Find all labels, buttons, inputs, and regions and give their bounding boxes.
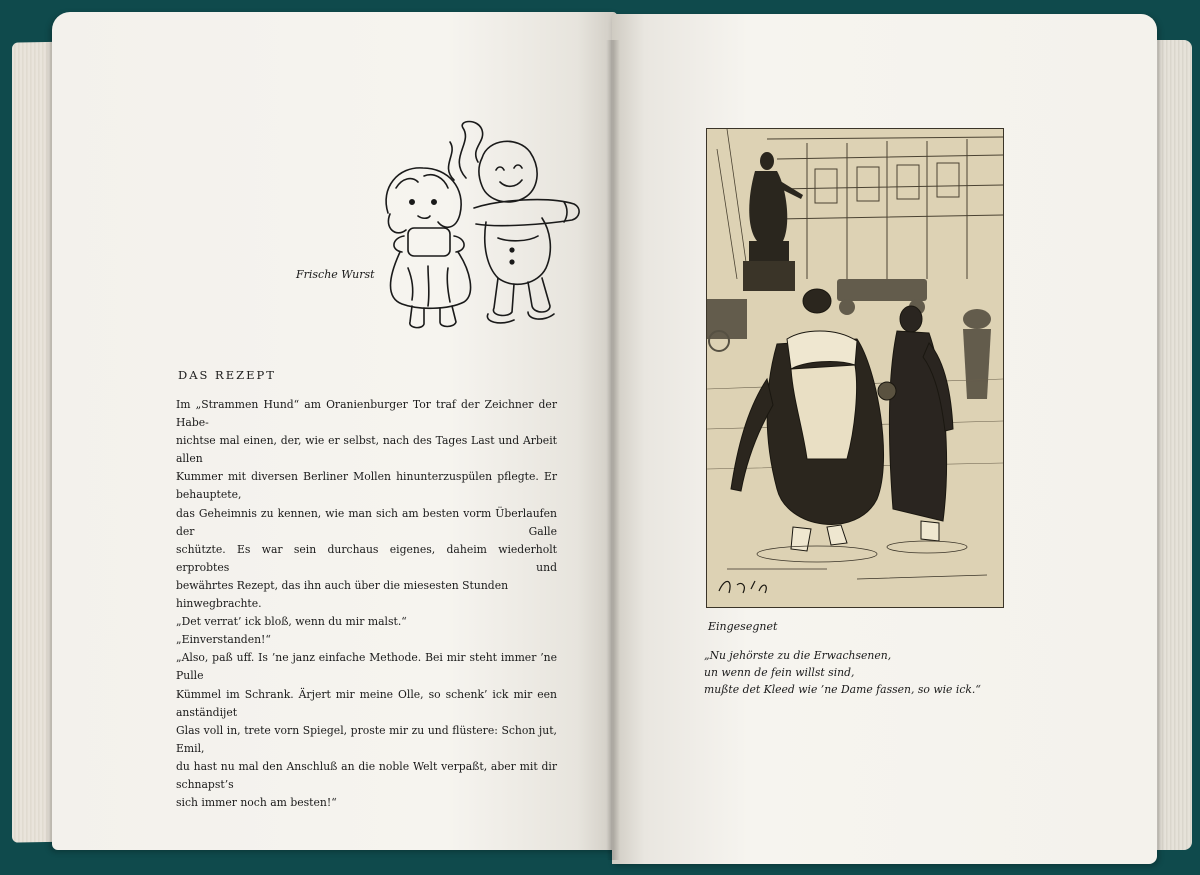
paragraph-line: schützte. Es war sein durchaus eigenes, daheim wiederholt erprobtes und xyxy=(176,542,557,574)
paragraph-line: nichtse mal einen, der, wie er selbst, nach des Tages Last und Arbeit allen xyxy=(176,434,557,466)
body-text xyxy=(176,396,557,812)
paragraph-line: Im „Strammen Hund“ am Oranienburger Tor traf der Zeichner der Habe- xyxy=(176,398,557,430)
plate-quote xyxy=(704,647,1004,698)
paragraph-line: bewährtes Rezept, das ihn auch über die miesesten Stunden hinwegbrachte. xyxy=(176,578,509,611)
illustration-caption: Frische Wurst xyxy=(296,268,375,281)
plate-caption: Eingesegnet xyxy=(708,620,778,633)
section-title: DAS REZEPT xyxy=(178,368,276,382)
paragraph-line: Kummer mit diversen Berliner Mollen hinunterzuspülen pflegte. Er behauptete, xyxy=(176,470,557,502)
book-gutter xyxy=(606,40,620,860)
quote-line: „Nu jehörste zu die Erwachsenen, xyxy=(704,649,892,662)
dialogue-line: „Einverstanden!“ xyxy=(176,633,271,647)
street-scene-plate-illustration xyxy=(706,128,1004,608)
quote-line: mußte det Kleed wie ’ne Dame fassen, so wie ick.“ xyxy=(704,683,981,696)
dialogue-line: „Det verrat’ ick bloß, wenn du mir malst.“ xyxy=(176,615,407,629)
dialogue-line: „Also, paß uff. Is ’ne janz einfache Methode. Bei mir steht immer ’ne Pulle xyxy=(176,651,557,683)
paragraph-line: das Geheimnis zu kennen, wie man sich am besten vorm Überlaufen der Galle xyxy=(176,506,557,538)
quote-line: un wenn de fein willst sind, xyxy=(704,666,855,679)
dialogue-line: sich immer noch am besten!“ xyxy=(176,796,337,810)
dialogue-line: Kümmel im Schrank. Ärjert mir meine Olle, so schenk’ ick mir een anständijet xyxy=(176,687,557,719)
dialogue-line: du hast nu mal den Anschluß an die noble Welt verpaßt, aber mit dir schnapst’s xyxy=(176,759,557,791)
dialogue-line: Glas voll in, trete vorn Spiegel, proste mir zu und flüstere: Schon jut, Emil, xyxy=(176,723,557,755)
children-sketch-illustration xyxy=(378,118,583,340)
